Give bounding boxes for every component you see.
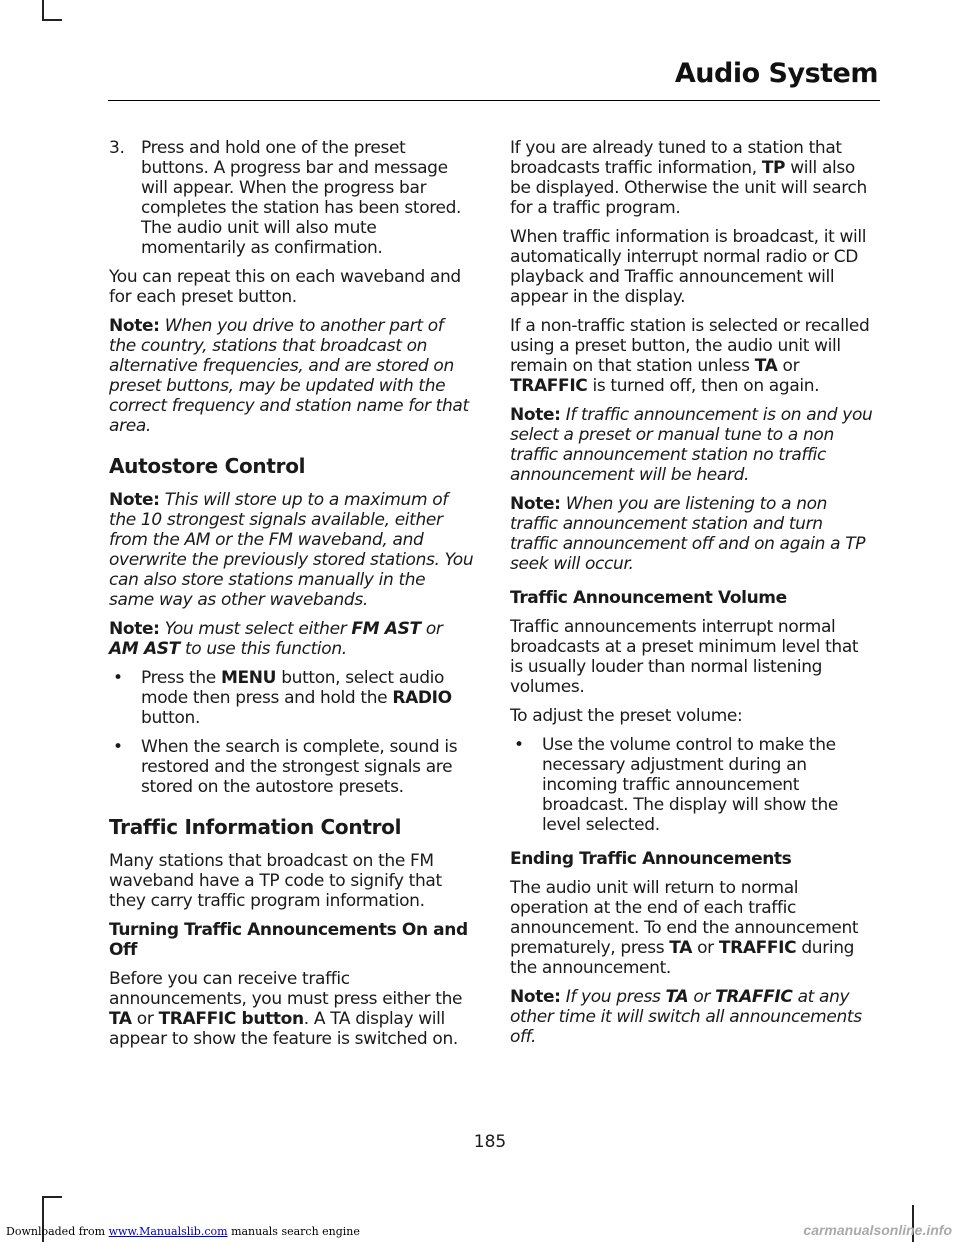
step-number: 3. <box>109 138 125 158</box>
paragraph-non-traffic-station <box>510 316 875 396</box>
bullet-text <box>141 668 474 728</box>
note-text: If you press <box>565 987 661 1007</box>
text-fragment: will also be displayed. Otherwise the unit will search for a traffic program. <box>510 158 867 218</box>
header-rule <box>108 100 880 101</box>
note-text: This will store up to a maximum of the 10 strongest signals available, either from the AM or the FM waveband, and overwrite the previously stored stations. You can also store stations manually in the same way as other wavebands. <box>109 490 474 610</box>
note-label: Note: <box>109 316 160 336</box>
note-text: If traffic announcement is on and you select a preset or manual tune to a non traffic announcement station no traffic announcement will be heard. <box>510 405 873 485</box>
note-autostore-maximum <box>109 490 474 610</box>
bullet-item-volume-control <box>510 735 875 835</box>
page-number: 185 <box>473 1132 507 1152</box>
keyword-tp: TP <box>761 158 786 178</box>
paragraph-ending <box>510 878 875 978</box>
footer-manualslib-link[interactable]: www.Manualslib.com <box>108 1225 228 1238</box>
note-label: Note: <box>109 619 160 639</box>
text-fragment: If a non-traffic station is selected or recalled using a preset button, the audio unit will remain on that station unless <box>510 316 870 376</box>
note-preset-manual-tune <box>510 405 875 485</box>
subheading-ending-traffic-announcements: Ending Traffic Announcements <box>510 849 792 869</box>
bullet-glyph: • <box>113 668 123 688</box>
note-label: Note: <box>109 490 160 510</box>
text-fragment: . A TA display will appear to show the feature is switched on. <box>109 1009 458 1049</box>
crop-mark-bottom-left-h <box>42 1196 62 1198</box>
keyword-traffic: TRAFFIC <box>715 987 793 1007</box>
keyword-ta: TA <box>109 1009 132 1029</box>
note-text: or <box>425 619 443 639</box>
text-fragment: button. <box>141 708 201 728</box>
paragraph-repeat: You can repeat this on each waveband and for each preset button. <box>109 267 461 307</box>
note-label: Note: <box>510 405 561 425</box>
paragraph-tp-displayed <box>510 138 875 218</box>
bullet-item-menu <box>109 668 474 728</box>
bullet-text: When the search is complete, sound is restored and the strongest signals are stored on the autostore presets. <box>141 737 458 797</box>
paragraph-turning <box>109 969 474 1049</box>
text-fragment: is turned off, then on again. <box>592 376 820 396</box>
footer-suffix: manuals search engine <box>231 1225 360 1238</box>
left-column <box>109 138 474 1058</box>
keyword-fm-ast: FM AST <box>351 619 421 639</box>
keyword-am-ast: AM AST <box>109 639 180 659</box>
note-switch-all-off <box>510 987 875 1047</box>
keyword-traffic: TRAFFIC <box>510 376 588 396</box>
bullet-text: Use the volume control to make the necessary adjustment during an incoming traffic announcement broadcast. The display will show the level selected. <box>542 735 839 835</box>
paragraph-volume: Traffic announcements interrupt normal broadcasts at a preset minimum level that is usually louder than normal listening volumes. <box>510 617 859 697</box>
heading-autostore-control: Autostore Control <box>109 454 306 478</box>
note-text: to use this function. <box>184 639 347 659</box>
note-text: or <box>693 987 711 1007</box>
keyword-ta: TA <box>669 938 693 958</box>
text-fragment: The audio unit will return to normal operation at the end of each traffic announcement. To end the announcement prematurely, press <box>510 878 859 958</box>
keyword-traffic: TRAFFIC <box>718 938 797 958</box>
text-fragment: or <box>697 938 714 958</box>
bullet-glyph: • <box>514 735 524 755</box>
text-fragment: or <box>782 356 800 376</box>
keyword-radio: RADIO <box>392 688 452 708</box>
section-title: Audio System <box>674 58 878 89</box>
note-alternative-frequencies <box>109 316 474 436</box>
crop-mark-top-left-v <box>42 0 44 20</box>
note-tp-seek <box>510 494 875 574</box>
text-fragment: Before you can receive traffic announcements, you must press either the <box>109 969 463 1009</box>
paragraph-adjust-volume: To adjust the preset volume: <box>510 706 743 726</box>
heading-traffic-information-control: Traffic Information Control <box>109 815 402 839</box>
text-fragment: button, select audio mode then press and hold the <box>141 668 445 708</box>
step-text: Press and hold one of the preset buttons. A progress bar and message will appear. When the progress bar completes the station has been stored. The audio unit will also mute momentarily as confirmation. <box>141 138 462 258</box>
text-fragment: or <box>136 1009 154 1029</box>
keyword-menu: MENU <box>220 668 277 688</box>
note-label: Note: <box>510 987 561 1007</box>
note-text: You must select either <box>164 619 347 639</box>
paragraph-traffic-intro: Many stations that broadcast on the FM waveband have a TP code to signify that they carry traffic program information. <box>109 851 442 911</box>
bullet-glyph: • <box>113 737 123 757</box>
crop-mark-top-left-h <box>42 19 62 21</box>
note-text: When you are listening to a non traffic announcement station and turn traffic announcement off and on again a TP seek will occur. <box>510 494 866 574</box>
keyword-ta: TA <box>665 987 689 1007</box>
footer-download-note <box>6 1225 360 1238</box>
text-fragment: Press the <box>141 668 216 688</box>
keyword-traffic-button: TRAFFIC button <box>158 1009 304 1029</box>
note-text: at any other time it will switch all announcements off. <box>510 987 862 1047</box>
note-select-ast <box>109 619 474 659</box>
bullet-item-search-complete <box>109 737 474 797</box>
note-text: When you drive to another part of the country, stations that broadcast on alternative frequencies, and are stored on preset buttons, may be updated with the correct frequency and station name for that area. <box>109 316 469 436</box>
keyword-ta: TA <box>754 356 778 376</box>
watermark-carmanualsonline: carmanualsonline.info <box>803 1222 952 1238</box>
paragraph-interrupt-playback: When traffic information is broadcast, it will automatically interrupt normal radio or CD playback and Traffic announcement will appear in the display. <box>510 227 867 307</box>
subheading-turning-traffic-announcements: Turning Traffic Announcements On and Off <box>109 920 468 960</box>
text-fragment: If you are already tuned to a station that broadcasts traffic information, <box>510 138 842 178</box>
right-column <box>510 138 875 1056</box>
subheading-traffic-announcement-volume: Traffic Announcement Volume <box>510 588 787 608</box>
numbered-step-3 <box>109 138 474 258</box>
text-fragment: during the announcement. <box>510 938 855 978</box>
footer-prefix: Downloaded from <box>6 1225 106 1238</box>
note-label: Note: <box>510 494 561 514</box>
